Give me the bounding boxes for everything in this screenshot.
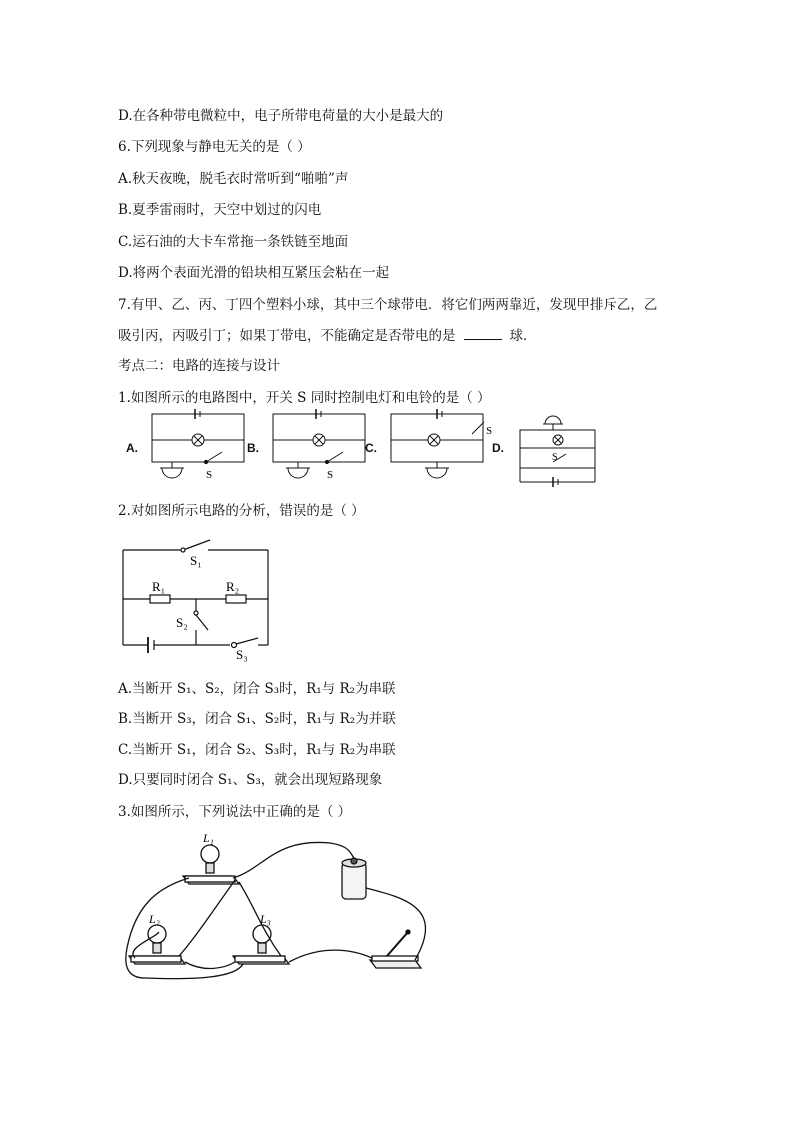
label-s3: S₃ [236, 647, 248, 662]
switch-label-b: S [327, 469, 334, 481]
figure-3-physical-circuit [115, 828, 455, 988]
question-6-option-a: A.秋天夜晚，脱毛衣时常听到“啪啪”声 [118, 171, 349, 187]
question-2-option-c: C.当断开 S₁，闭合 S₂、S₃时，R₁与 R₂为串联 [118, 742, 396, 758]
figure-2-circuit [118, 535, 288, 660]
question-2-option-d: D.只要同时闭合 S₁、S₃，就会出现短路现象 [118, 772, 383, 788]
circuit-a-label: A. [126, 441, 138, 455]
question-3: 3.如图所示，下列说法中正确的是（ ） [118, 804, 352, 820]
question-7-suffix: 球． [509, 328, 537, 344]
question-2: 2.对如图所示电路的分析，错误的是（ ） [118, 503, 365, 519]
circuit-b [273, 409, 365, 478]
label-s1: S₁ [190, 553, 202, 568]
answer-blank[interactable] [464, 327, 502, 340]
question-6-option-b: B.夏季雷雨时，天空中划过的闪电 [118, 202, 322, 218]
figure-1-circuits [0, 400, 794, 500]
label-s2: S₂ [176, 615, 188, 630]
option-d-electron-charge: D.在各种带电微粒中，电子所带电荷量的大小是最大的 [118, 108, 444, 124]
question-6: 6.下列现象与静电无关的是（ ） [118, 139, 311, 155]
question-7-line-1: 7.有甲、乙、丙、丁四个塑料小球，其中三个球带电．将它们两两靠近，发现甲排斥乙，乙 [118, 297, 658, 313]
section-heading-circuits: 考点二：电路的连接与设计 [118, 358, 280, 374]
question-7-line-2 [118, 324, 537, 344]
question-7-text: 吸引丙，丙吸引丁；如果丁带电，不能确定是否带电的是 [118, 328, 456, 344]
circuit-a [152, 409, 244, 478]
question-1: 1.如图所示的电路图中，开关 S 同时控制电灯和电铃的是（ ） [118, 390, 491, 406]
circuit-d-label: D. [492, 441, 504, 455]
circuit-b-label: B. [247, 441, 259, 455]
switch-label-c: S [486, 425, 493, 437]
label-r2: R₂ [226, 579, 240, 594]
question-6-option-c: C.运石油的大卡车常拖一条铁链至地面 [118, 234, 349, 250]
question-6-option-d: D.将两个表面光滑的铅块相互紧压会粘在一起 [118, 265, 390, 281]
switch-label-a: S [206, 469, 213, 481]
question-2-option-b: B.当断开 S₃，闭合 S₁、S₂时，R₁与 R₂为并联 [118, 711, 396, 727]
switch-label-d: S [552, 452, 558, 463]
label-l2: L₂ [149, 912, 160, 926]
label-r1: R₁ [152, 579, 166, 594]
label-l3: L₃ [260, 912, 271, 926]
circuit-c-label: C. [365, 441, 377, 455]
label-l1: L₁ [203, 831, 214, 845]
question-2-option-a: A.当断开 S₁、S₂，闭合 S₃时，R₁与 R₂为串联 [118, 681, 396, 697]
circuit-c [391, 409, 484, 478]
